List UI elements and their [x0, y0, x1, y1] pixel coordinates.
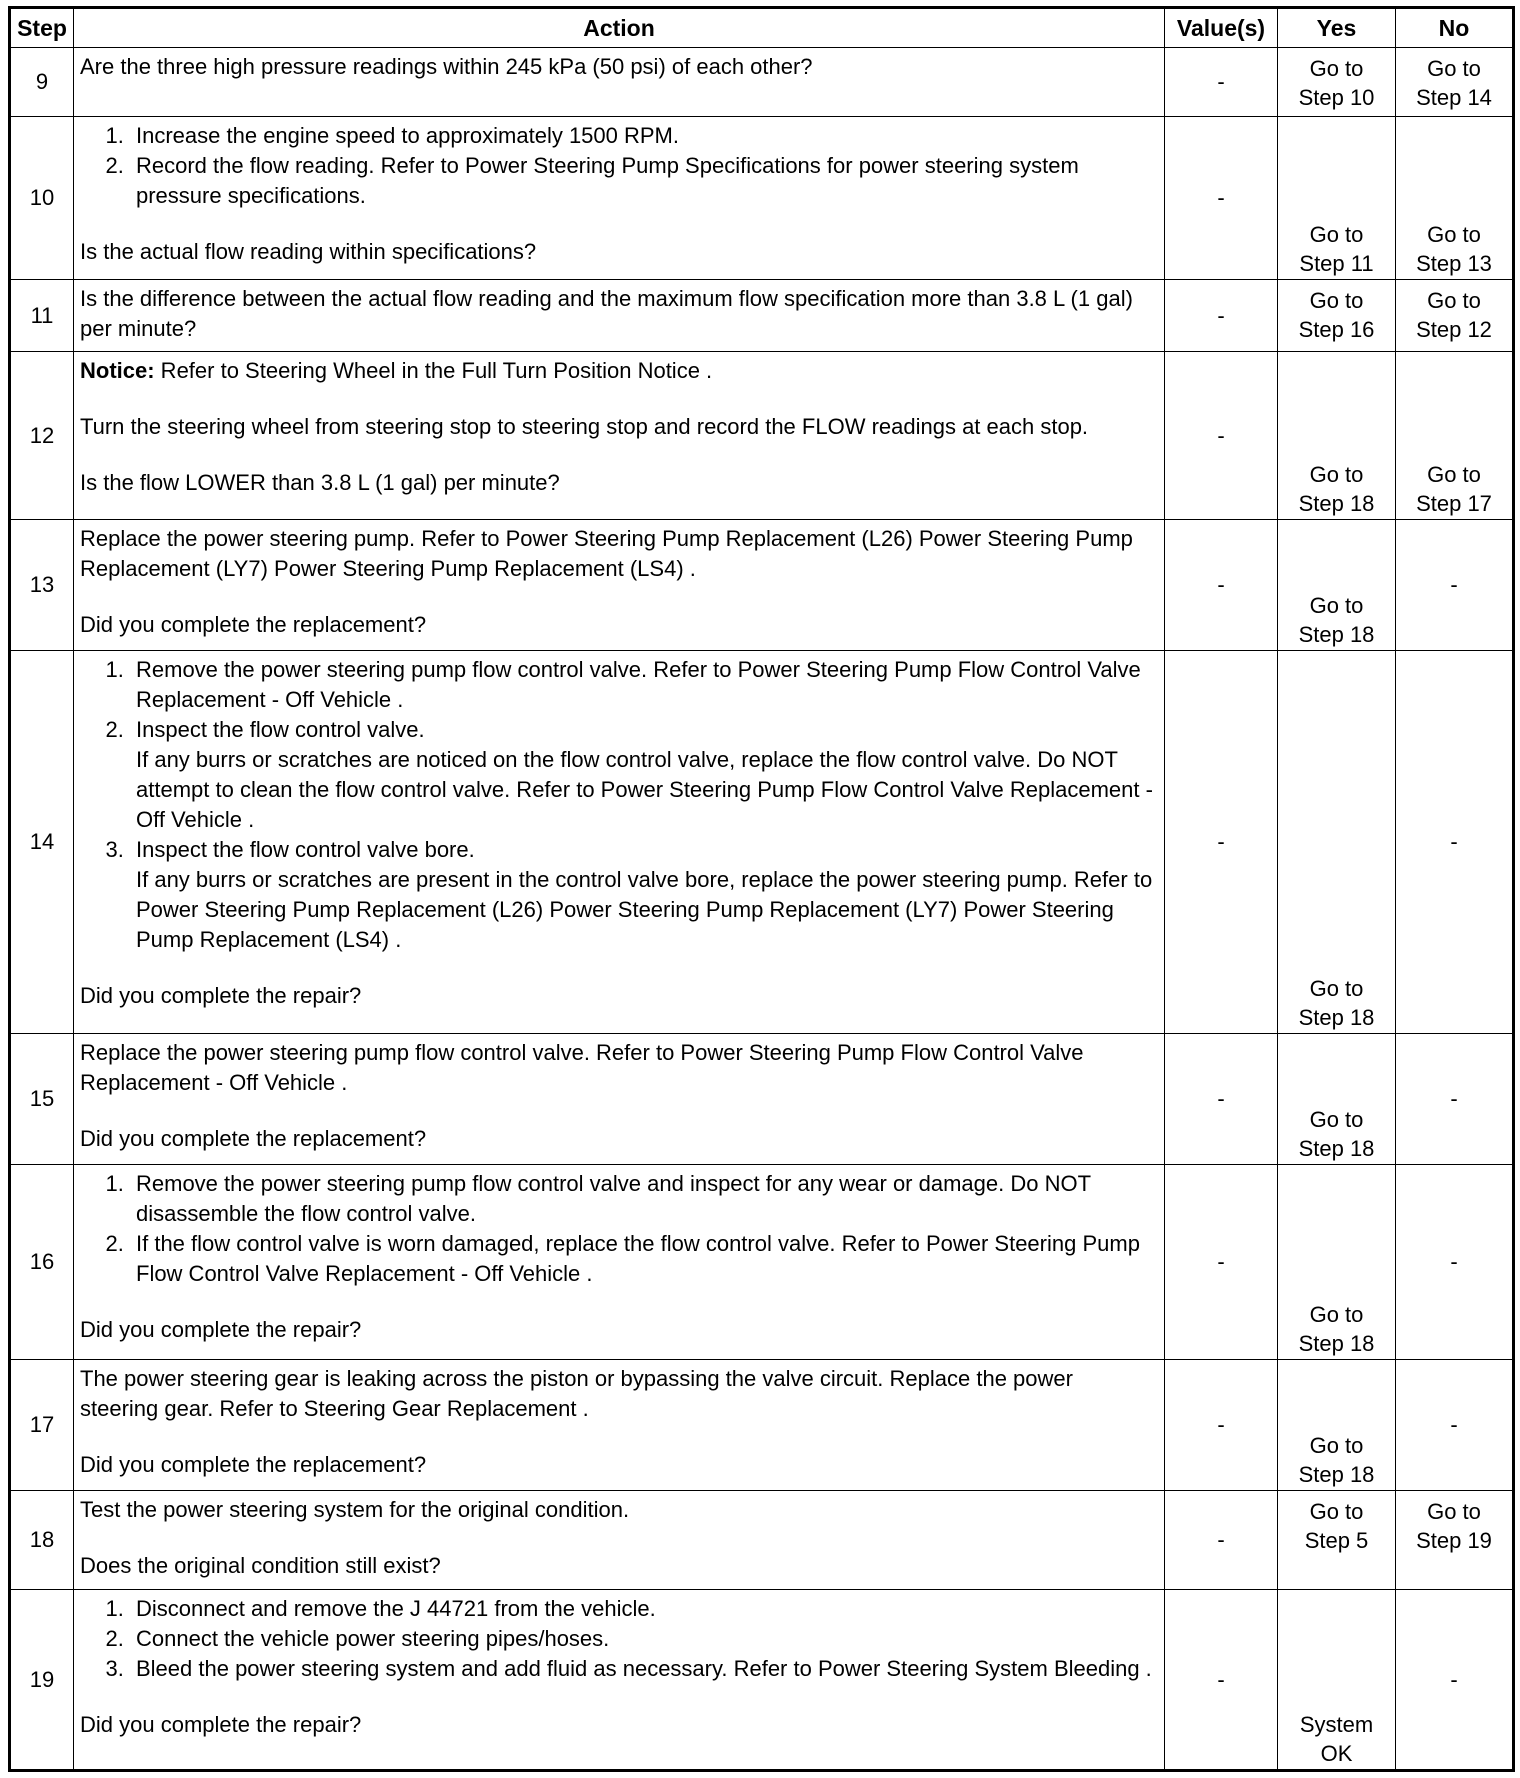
yes-destination-text: Step 18 [1298, 1136, 1375, 1162]
no-destination-text: - [1450, 572, 1458, 598]
yes-destination-text: Step 18 [1298, 1005, 1375, 1031]
no-destination-text: Step 14 [1416, 85, 1492, 110]
yes-destination-text: System [1299, 1712, 1374, 1737]
table-row [10, 520, 1514, 651]
list-item-text: Bleed the power steering system and add fluid as necessary. Refer to Power Steering System Bleeding . [136, 1656, 1152, 1682]
action-steps-list [80, 655, 1156, 955]
no-cell [1396, 1034, 1514, 1165]
no-cell [1396, 1165, 1514, 1359]
step-number: 10 [10, 117, 74, 280]
list-item [130, 1654, 1156, 1684]
action-cell [74, 279, 1165, 351]
value-cell: - [1165, 352, 1278, 520]
header-yes: Yes [1278, 8, 1396, 48]
yes-destination-text: Step 18 [1298, 1461, 1375, 1487]
list-item [130, 655, 1156, 715]
no-destination-text: Go to [1427, 1498, 1481, 1524]
step-number: 19 [10, 1590, 74, 1771]
notice-text: Refer to Steering Wheel in the Full Turn Position Notice . [154, 358, 713, 384]
action-cell [74, 651, 1165, 1034]
list-item [130, 835, 1156, 955]
no-destination-text: Go to [1427, 287, 1481, 313]
table-row [10, 1359, 1514, 1490]
no-destination-text: - [1450, 1411, 1458, 1437]
header-row [10, 8, 1514, 48]
list-item-text: Connect the vehicle power steering pipes/hoses. [136, 1626, 610, 1652]
yes-cell [1278, 279, 1396, 351]
no-destination-text: Go to [1427, 221, 1481, 247]
yes-cell [1278, 352, 1396, 520]
list-item [130, 121, 1156, 151]
paragraph-gap [80, 955, 1156, 981]
value-cell: - [1165, 48, 1278, 117]
action-question: Did you complete the replacement? [80, 1126, 427, 1152]
yes-destination-text: Go to [1309, 221, 1364, 247]
no-destination-text: Step 13 [1416, 250, 1492, 276]
no-destination-text: - [1450, 1666, 1458, 1692]
paragraph-gap [80, 1684, 1156, 1710]
action-question: Is the flow LOWER than 3.8 L (1 gal) per minute? [80, 470, 560, 496]
yes-cell [1278, 1034, 1396, 1165]
table-row [10, 1490, 1514, 1590]
no-destination-text: - [1450, 1086, 1458, 1112]
step-number: 11 [10, 279, 74, 351]
yes-cell [1278, 520, 1396, 651]
paragraph-gap [80, 211, 1156, 237]
no-destination-text: Step 17 [1416, 491, 1492, 517]
yes-cell [1278, 651, 1396, 1034]
action-steps-list [80, 1594, 1156, 1684]
table-row [10, 651, 1514, 1034]
header-step: Step [10, 8, 74, 48]
action-paragraph: Replace the power steering pump flow control valve. Refer to Power Steering Pump Flow Control Valve Replacement - Off Vehicle . [80, 1040, 1084, 1096]
step-number: 16 [10, 1165, 74, 1359]
action-cell [74, 1034, 1165, 1165]
value-cell: - [1165, 1590, 1278, 1771]
action-cell [74, 1359, 1165, 1490]
no-cell [1396, 1590, 1514, 1771]
list-item-text: Remove the power steering pump flow control valve. Refer to Power Steering Pump Flow Control Valve Replacement - Off Vehicle . [136, 657, 1141, 713]
no-cell [1396, 520, 1514, 651]
list-item-detail: If any burrs or scratches are present in the control valve bore, replace the power steering pump. Refer to Power Steering Pump Replacement (L26) Power Steering Pump Replacement (LY7) Power Steering Pump Replacement (LS4) . [136, 867, 1153, 953]
action-question: Did you complete the repair? [80, 1712, 362, 1738]
yes-destination-text: Step 18 [1298, 491, 1375, 517]
value-cell: - [1165, 117, 1278, 280]
action-cell [74, 1590, 1165, 1771]
no-destination-text: Go to [1427, 56, 1481, 81]
step-number: 9 [10, 48, 74, 117]
paragraph-gap [80, 584, 1156, 610]
table-row [10, 279, 1514, 351]
notice-paragraph [80, 356, 1156, 386]
action-question: Does the original condition still exist? [80, 1552, 441, 1578]
yes-destination-text: Go to [1309, 1432, 1364, 1458]
header-values: Value(s) [1165, 8, 1278, 48]
yes-destination-text: OK [1320, 1741, 1353, 1766]
yes-destination-text: Go to [1309, 56, 1364, 81]
action-cell [74, 48, 1165, 117]
step-number: 15 [10, 1034, 74, 1165]
paragraph-gap [80, 1424, 1156, 1450]
action-question: Did you complete the repair? [80, 1317, 362, 1343]
action-question: Is the actual flow reading within specifications? [80, 239, 537, 265]
yes-destination-text: Step 18 [1298, 1330, 1375, 1356]
action-paragraph: Is the difference between the actual flow reading and the maximum flow specification more than 3.8 L (1 gal) per minute? [80, 285, 1133, 341]
action-question: Did you complete the repair? [80, 983, 362, 1009]
yes-cell [1278, 117, 1396, 280]
yes-cell [1278, 48, 1396, 117]
action-cell [74, 117, 1165, 280]
value-cell: - [1165, 1165, 1278, 1359]
action-paragraph: Turn the steering wheel from steering stop to steering stop and record the FLOW readings at each stop. [80, 414, 1089, 440]
action-cell [74, 1490, 1165, 1590]
no-cell [1396, 1359, 1514, 1490]
value-cell: - [1165, 651, 1278, 1034]
step-number: 17 [10, 1359, 74, 1490]
action-steps-list [80, 121, 1156, 211]
action-paragraph: Replace the power steering pump. Refer to Power Steering Pump Replacement (L26) Power Steering Pump Replacement (LY7) Power Steering Pump Replacement (LS4) . [80, 526, 1133, 582]
table-row [10, 1590, 1514, 1771]
yes-destination-text: Go to [1309, 1301, 1364, 1327]
value-cell: - [1165, 279, 1278, 351]
yes-cell [1278, 1590, 1396, 1771]
yes-destination-text: Step 5 [1304, 1527, 1369, 1553]
list-item [130, 1229, 1156, 1289]
yes-destination-text: Go to [1309, 593, 1364, 619]
action-question: Did you complete the replacement? [80, 612, 427, 638]
paragraph-gap [80, 386, 1156, 412]
list-item-text: Record the flow reading. Refer to Power Steering Pump Specifications for power steering system pressure specifications. [136, 153, 1079, 209]
list-item [130, 715, 1156, 835]
paragraph-gap [80, 1098, 1156, 1124]
action-cell [74, 352, 1165, 520]
paragraph-gap [80, 1525, 1156, 1551]
header-no: No [1396, 8, 1514, 48]
yes-destination-text: Go to [1309, 462, 1364, 488]
yes-destination-text: Go to [1309, 976, 1364, 1002]
action-question: Did you complete the replacement? [80, 1451, 427, 1477]
step-number: 12 [10, 352, 74, 520]
no-cell [1396, 651, 1514, 1034]
step-number: 13 [10, 520, 74, 651]
list-item [130, 1624, 1156, 1654]
header-action: Action [74, 8, 1165, 48]
no-cell [1396, 117, 1514, 280]
list-item-text: Disconnect and remove the J 44721 from the vehicle. [136, 1596, 656, 1622]
yes-destination-text: Go to [1309, 1107, 1364, 1133]
list-item [130, 1169, 1156, 1229]
no-destination-text: - [1450, 1249, 1458, 1275]
no-destination-text: Step 12 [1416, 316, 1492, 342]
yes-destination-text: Step 10 [1298, 85, 1375, 110]
table-row [10, 352, 1514, 520]
diagnostic-table [8, 6, 1515, 1772]
yes-destination-text: Step 16 [1298, 316, 1375, 342]
no-destination-text: - [1450, 829, 1458, 855]
table-row [10, 117, 1514, 280]
table-row [10, 48, 1514, 117]
no-cell [1396, 352, 1514, 520]
paragraph-gap [80, 442, 1156, 468]
paragraph-gap [80, 1289, 1156, 1315]
action-paragraph: The power steering gear is leaking across the piston or bypassing the valve circuit. Replace the power steering gear. Refer to Steering Gear Replacement . [80, 1365, 1073, 1421]
table-row [10, 1034, 1514, 1165]
yes-destination-text: Step 11 [1299, 250, 1374, 276]
no-cell [1396, 279, 1514, 351]
value-cell: - [1165, 1359, 1278, 1490]
list-item [130, 1594, 1156, 1624]
value-cell: - [1165, 1034, 1278, 1165]
yes-destination-text: Step 18 [1298, 622, 1375, 648]
no-cell [1396, 1490, 1514, 1590]
list-item-detail: If any burrs or scratches are noticed on the flow control valve, replace the flow control valve. Do NOT attempt to clean the flow control valve. Refer to Power Steering Pump Flow Control Valve Replacement - Off Vehicle . [136, 747, 1153, 833]
yes-destination-text: Go to [1309, 287, 1364, 313]
action-paragraph: Test the power steering system for the original condition. [80, 1496, 630, 1522]
action-steps-list [80, 1169, 1156, 1289]
value-cell: - [1165, 1490, 1278, 1590]
step-number: 18 [10, 1490, 74, 1590]
no-cell [1396, 48, 1514, 117]
yes-cell [1278, 1165, 1396, 1359]
value-cell: - [1165, 520, 1278, 651]
yes-destination-text: Go to [1309, 1498, 1364, 1524]
list-item-text: If the flow control valve is worn damaged, replace the flow control valve. Refer to Power Steering Pump Flow Control Valve Replacement - Off Vehicle . [136, 1231, 1140, 1287]
action-paragraph: Are the three high pressure readings within 245 kPa (50 psi) of each other? [80, 54, 813, 79]
list-item-text: Increase the engine speed to approximately 1500 RPM. [136, 123, 679, 149]
yes-cell [1278, 1359, 1396, 1490]
action-cell [74, 520, 1165, 651]
notice-label: Notice: [80, 358, 155, 384]
table-row [10, 1165, 1514, 1359]
no-destination-text: Step 19 [1416, 1527, 1492, 1553]
list-item-text: Inspect the flow control valve bore. [136, 837, 475, 863]
step-number: 14 [10, 651, 74, 1034]
no-destination-text: Go to [1427, 462, 1481, 488]
list-item-text: Inspect the flow control valve. [136, 717, 425, 743]
list-item-text: Remove the power steering pump flow control valve and inspect for any wear or damage. Do NOT disassemble the flow control valve. [136, 1171, 1091, 1227]
yes-cell [1278, 1490, 1396, 1590]
list-item [130, 151, 1156, 211]
action-cell [74, 1165, 1165, 1359]
